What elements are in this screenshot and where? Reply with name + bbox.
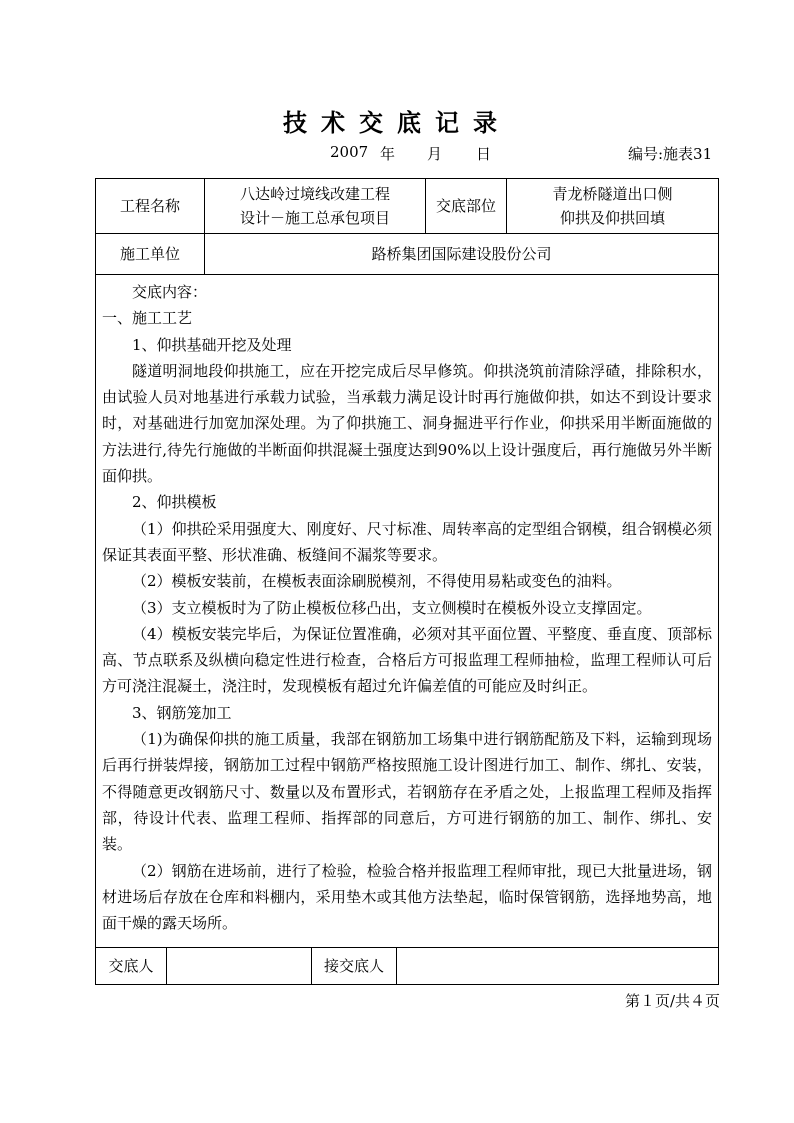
location-value: [507, 179, 718, 233]
location-label: 交底部位: [435, 197, 496, 215]
form-number: 编号:施表31: [628, 145, 713, 163]
location-line1: 青龙桥隧道出口侧: [552, 185, 673, 203]
date-day-char: 日: [476, 145, 492, 163]
date-line: [0, 143, 794, 163]
discloser-signature-field[interactable]: [167, 948, 311, 984]
disclosure-content: [102, 279, 712, 936]
item-title: 2、仰拱模板: [132, 493, 217, 512]
receiver-label: 接交底人: [323, 957, 384, 975]
paragraph: （2）模板安装前，在模板表面涂刷脱模剂，不得使用易粘或变色的油料。: [132, 572, 622, 591]
paragraph: 隧道明洞地段仰拱施工，应在开挖完成后尽早修筑。仰拱浇筑前清除浮碴，排除积水，由试验人员对地基进行承载力试验，当承载力满足设计时再行施做仰拱，如达不到设计要求时，对基础进行加宽加深处理。为了仰拱施工、洞身掘进平行作业，仰拱采用半断面施做的方法进行,待先行施做的半断面仰拱混凝土强度达到90%以上设计强度后，再行施做另外半断面仰拱。: [102, 361, 712, 486]
unit-label: 施工单位: [119, 245, 180, 263]
receiver-signature-field[interactable]: [397, 948, 718, 984]
paragraph: （3）支立模板时为了防止模板位移凸出，支立侧模时在模板外设立支撑固定。: [132, 598, 652, 617]
location-line2: 仰拱及仰拱回填: [559, 209, 665, 227]
section-title: 一、施工工艺: [102, 309, 193, 328]
paragraph: （4）模板安装完毕后，为保证位置准确，必须对其平面位置、平整度、垂直度、顶部标高、节点联系及纵横向稳定性进行检查，合格后方可报监理工程师抽检，监理工程师认可后方可浇注混凝土，浇注时，发现模板有超过允许偏差值的可能应及时纠正。: [102, 624, 712, 696]
paragraph: （2）钢筋在进场前，进行了检验，检验合格并报监理工程师审批，现已大批量进场，钢材进场后存放在仓库和料棚内，采用垫木或其他方法垫起，临时保管钢筋，选择地势高，地面干燥的露天场所。: [102, 861, 712, 933]
date-year: 2007: [330, 143, 369, 161]
paragraph: （1）仰拱砼采用强度大、刚度好、尺寸标准、周转率高的定型组合钢模，组合钢模必须保证其表面平整、形状准确、板缝间不漏浆等要求。: [102, 519, 712, 564]
date-month-char: 月: [427, 145, 443, 163]
document-title: 技术交底记录: [283, 108, 511, 137]
content-heading: 交底内容：: [132, 283, 208, 301]
date-year-char: 年: [380, 145, 396, 163]
record-table: [95, 178, 719, 985]
project-name-value: [205, 179, 425, 233]
page-counter: 第１页/共４页: [624, 992, 720, 1010]
item-title: 1、仰拱基础开挖及处理: [132, 335, 292, 354]
project-name-line2: 设计－施工总承包项目: [239, 209, 390, 227]
row-divider: [96, 274, 718, 275]
project-name-line1: 八达岭过境线改建工程: [239, 185, 390, 203]
unit-value: 路桥集团国际建设股份公司: [371, 245, 552, 263]
project-name-label: 工程名称: [119, 197, 180, 215]
discloser-label: 交底人: [108, 957, 154, 975]
paragraph: （1)为确保仰拱的施工质量，我部在钢筋加工场集中进行钢筋配筋及下料，运输到现场后再行拼装焊接，钢筋加工过程中钢筋严格按照施工设计图进行加工、制作、绑扎、安装，不得随意更改钢筋尺寸、数量以及布置形式，若钢筋存在矛盾之处，上报监理工程师及指挥部，待设计代表、监理工程师、指挥部的同意后，方可进行钢筋的加工、制作、绑扎、安装。: [102, 730, 712, 854]
item-title: 3、钢筋笼加工: [132, 703, 232, 722]
